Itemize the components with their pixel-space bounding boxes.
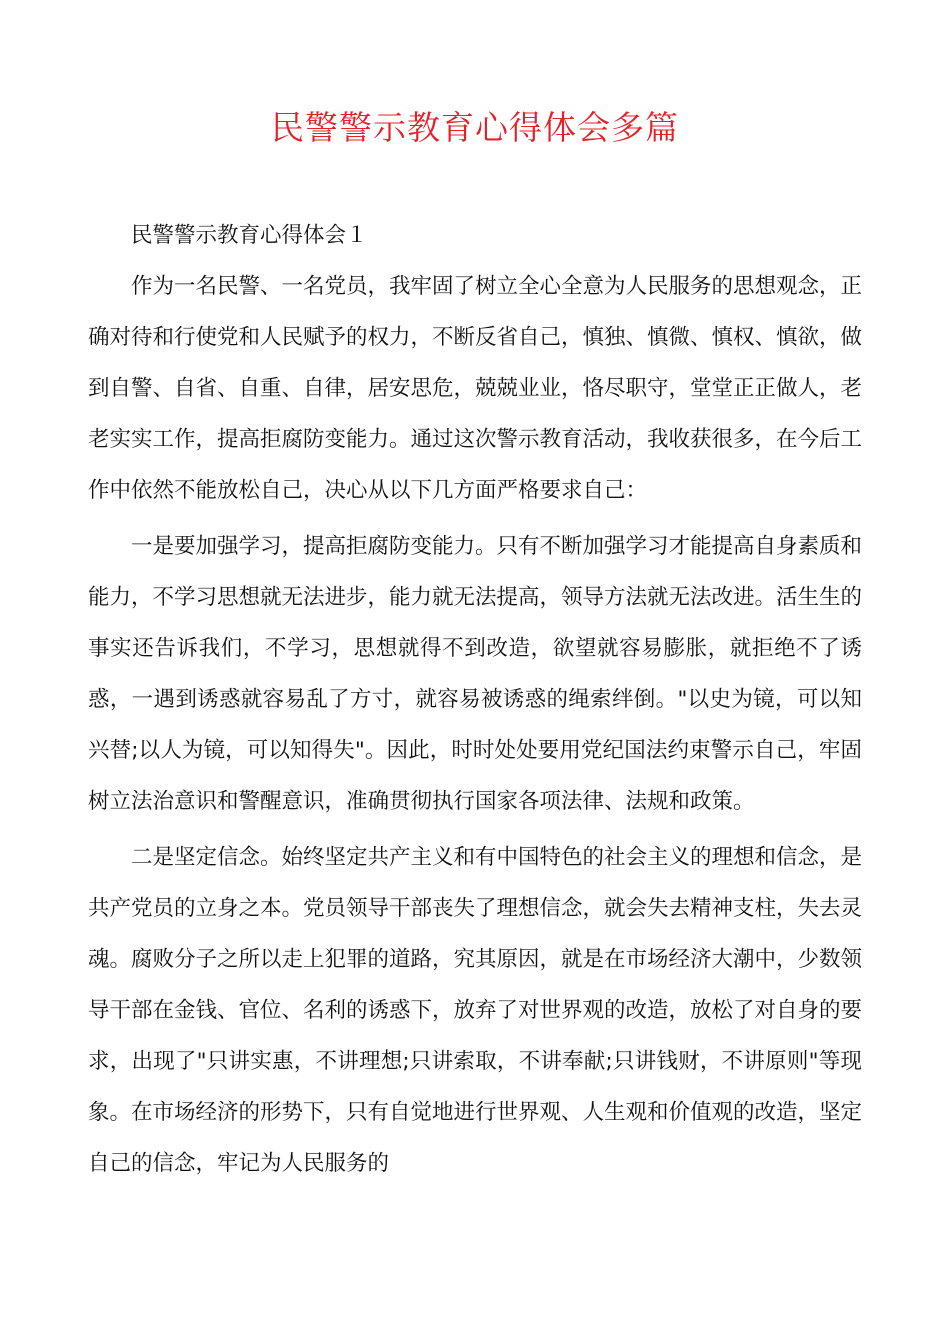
paragraph-intro: 作为一名民警、一名党员，我牢固了树立全心全意为人民服务的思想观念，正确对待和行使党和人民赋予的权力，不断反省自己，慎独、慎微、慎权、慎欲，做到自警、自省、自重、自律，居安思危，兢兢业业，恪尽职守，堂堂正正做人，老老实实工作，提高拒腐防变能力。通过这次警示教育活动，我收获很多，在今后工作中依然不能放松自己，决心从以下几方面严格要求自己： [88, 274, 863, 503]
paragraph-point-one: 一是要加强学习，提高拒腐防变能力。只有不断加强学习才能提高自身素质和能力，不学习思想就无法进步，能力就无法提高，领导方法就无法改进。活生生的事实还告诉我们，不学习，思想就得不到改造，欲望就容易膨胀，就拒绝不了诱惑，一遇到诱惑就容易乱了方寸，就容易被诱惑的绳索绊倒。"以史为镜，可以知兴替;以人为镜，可以知得失"。因此，时时处处要用党纪国法约束警示自己，牢固树立法治意识和警醒意识，准确贯彻执行国家各项法律、法规和政策。 [88, 534, 863, 814]
document-body [88, 210, 862, 1189]
paragraph-point-two: 二是坚定信念。始终坚定共产主义和有中国特色的社会主义的理想和信念，是共产党员的立身之本。党员领导干部丧失了理想信念，就会失去精神支柱，失去灵魂。腐败分子之所以走上犯罪的道路，究其原因，就是在市场经济大潮中，少数领导干部在金钱、官位、名利的诱惑下，放弃了对世界观的改造，放松了对自身的要求，出现了"只讲实惠，不讲理想;只讲索取，不讲奉献;只讲钱财，不讲原则"等现象。在市场经济的形势下，只有自觉地进行世界观、人生观和价值观的改造，坚定自己的信念，牢记为人民服务的 [88, 845, 863, 1176]
document-title: 民警警示教育心得体会多篇 [271, 108, 679, 147]
section-heading: 民警警示教育心得体会１ [131, 223, 368, 248]
